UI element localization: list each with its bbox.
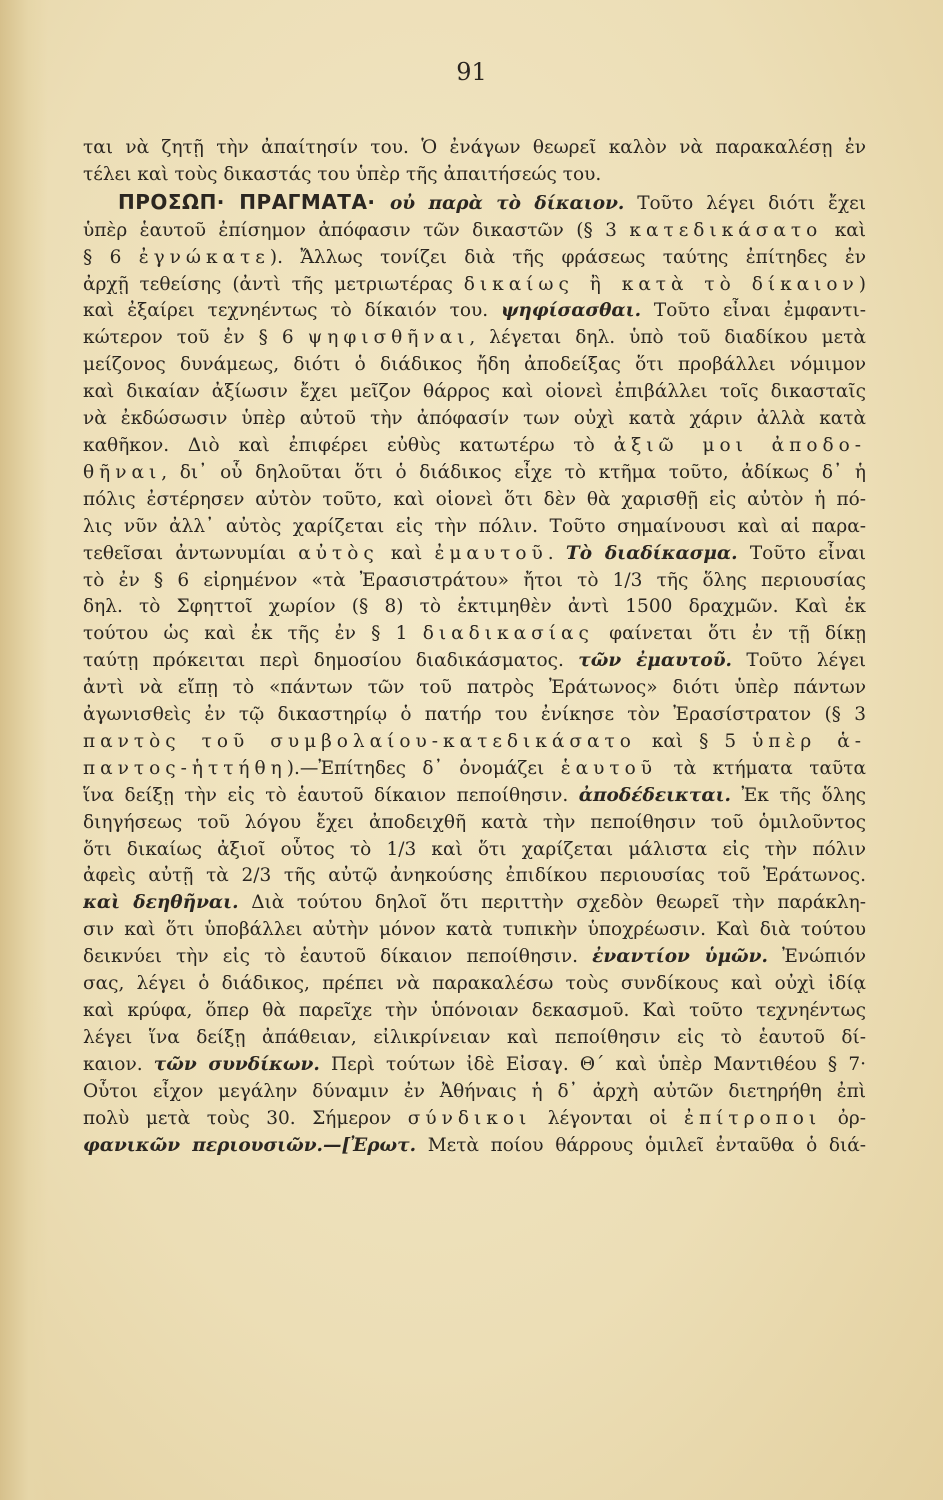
text-line (83, 1133, 866, 1160)
text-line (83, 379, 866, 406)
text-run: λέγονται οἱ (531, 1107, 685, 1129)
text-run: πολὺ μετὰ τοὺς 30. Σήμερον (83, 1107, 408, 1129)
text-run: ὅτι δικαίως ἀξιοῖ οὗτος τὸ 1/3 καὶ ὅτι χαρίζεται μάλιστα εἰς τὴν πόλιν (83, 838, 866, 860)
text-line (83, 272, 866, 299)
lemma: ἐναντίον ὑμῶν. (592, 946, 768, 968)
spaced-emphasis: θῆναι (83, 461, 162, 483)
lemma: οὐ παρὰ τὸ δίκαιον. (389, 192, 625, 214)
text-line (83, 971, 866, 998)
text-line (83, 1025, 866, 1052)
text-run: διηγήσεως τοῦ λόγου ἔχει ἀποδειχθῆ κατὰ τὴν πεποίθησιν τοῦ ὁμιλοῦντος (83, 811, 866, 833)
text-run: λέγει ἵνα δείξῃ ἀπάθειαν, εἰλικρίνειαν καὶ πεποίθησιν εἰς τὸ ἑαυτοῦ δί- (83, 1026, 866, 1048)
text-line (83, 325, 866, 352)
text-line (83, 189, 866, 218)
text-run: δηλ. τὸ Σφηττοῖ χωρίον (§ 8) τὸ ἐκτιμηθὲν ἀντὶ 1500 δραχμῶν. Καὶ ἐκ (83, 596, 866, 618)
text-line (83, 568, 866, 595)
lemma: Τὸ διαδίκασμα. (565, 542, 738, 564)
text-line (83, 135, 866, 162)
text-line (83, 245, 866, 272)
spaced-emphasis: διαδικασίας (422, 623, 594, 645)
spaced-emphasis: σύνδικοι (407, 1107, 532, 1129)
text-run: λις νῦν ἀλλ᾿ αὐτὸς χαρίζεται εἰς τὴν πόλιν. Τοῦτο σημαίνουσι καὶ αἱ παρα- (83, 515, 866, 537)
text-run: ται νὰ ζητῇ τὴν ἀπαίτησίν του. Ὁ ἐνάγων θεωρεῖ καλὸν νὰ παρακαλέσῃ ἐν (83, 137, 866, 158)
text-run: ).—Ἐπίτηδες δ᾿ ὀνομάζει (286, 757, 561, 779)
text-line (83, 648, 866, 675)
text-run: σιν καὶ ὅτι ὑποβάλλει αὐτὴν μόνον κατὰ τυπικὴν ὑποχρέωσιν. Καὶ διὰ τούτου (83, 919, 866, 941)
text-line (83, 810, 866, 837)
page-edge-shadow (0, 0, 48, 1500)
text-run: τεθεῖσαι ἀντωνυμίαι (83, 542, 299, 564)
spaced-emphasis: ἐμαυτοῦ (434, 542, 548, 564)
text-line (83, 675, 866, 702)
text-run: Περὶ τούτων ἰδὲ Εἰσαγ. Θ΄ καὶ ὑπὲρ Μαντιθέου § 7· (319, 1053, 866, 1075)
lemma: φανικῶν περιουσιῶν.—[Ἐρωτ. (83, 1134, 417, 1156)
text-run: Μετὰ ποίου θάρρους ὁμιλεῖ ἐνταῦθα ὁ διά- (416, 1134, 866, 1156)
text-run: δεικνύει τὴν εἰς τὸ ἑαυτοῦ δίκαιον πεποίθησιν. (83, 946, 593, 968)
text-run: Τοῦτο λέγει (732, 650, 866, 672)
text-run: ἀγωνισθεὶς ἐν τῷ δικαστηρίῳ ὁ πατήρ του ἐνίκησε τὸν Ἐρασίστρατον (§ 3 (83, 704, 866, 726)
spaced-emphasis: δικαίως ἢ κατὰ τὸ δίκαιον (463, 273, 859, 295)
section-heading: ΠΡΟΣΩΠ· ΠΡΑΓΜΑΤΑ· (118, 189, 390, 214)
text-run: καθῆκον. Διὸ καὶ ἐπιφέρει εὐθὺς κατωτέρω τὸ (83, 434, 614, 456)
text-line (83, 917, 866, 944)
text-run: ). Ἄλλως τονίζει διὰ τῆς φράσεως ταύτης ἐπίτηδες ἐν (269, 246, 866, 268)
text-run: ἀρχῇ τεθείσης (ἀντὶ τῆς μετριωτέρας (83, 273, 464, 295)
text-run: , δι᾿ οὗ δηλοῦται ὅτι ὁ διάδικος εἶχε τὸ κτῆμα τοῦτο, ἀδίκως δ᾿ ἡ (161, 461, 866, 483)
text-run: § 6 (83, 246, 139, 268)
text-run: κώτερον τοῦ ἐν § 6 (83, 327, 308, 349)
text-run: Τοῦτο εἶναι (737, 542, 866, 564)
text-line (83, 998, 866, 1025)
text-run: ἀφεὶς αὐτῇ τὰ 2/3 τῆς αὐτῷ ἀνηκούσης ἐπιδίκου περιουσίας τοῦ Ἐράτωνος. (83, 865, 866, 887)
lemma: ψηφίσασθαι. (501, 300, 642, 322)
text-run: μείζονος δυνάμεως, διότι ὁ διάδικος ἤδη ἀποδείξας ὅτι προβάλλει νόμιμον (83, 354, 866, 376)
page-number: 91 (456, 58, 487, 86)
text-line (83, 729, 866, 756)
text-line (83, 756, 866, 783)
lemma: καὶ δεηθῆναι. (83, 892, 239, 914)
text-run: , λέγεται δηλ. ὑπὸ τοῦ διαδίκου μετὰ (469, 327, 866, 349)
text-run: καιον. (83, 1053, 154, 1075)
text-run: Τοῦτο εἶναι ἐμφαντι- (641, 300, 866, 322)
text-run: . (547, 542, 566, 564)
text-line (83, 621, 866, 648)
text-run: Τοῦτο λέγει διότι ἔχει (624, 192, 866, 214)
text-run: φαίνεται ὅτι ἐν τῇ δίκῃ (593, 623, 866, 645)
text-run: Οὗτοι εἶχον μεγάλην δύναμιν ἐν Ἀθήναις ἡ δ᾿ ἀρχὴ αὐτῶν διετηρήθη ἐπὶ (83, 1080, 866, 1102)
text-line (83, 514, 866, 541)
spaced-emphasis: ἀξιῶ μοι ἀποδο- (613, 434, 866, 456)
text-line (83, 218, 866, 245)
text-run: τούτου ὡς καὶ ἐκ τῆς ἐν § 1 (83, 623, 423, 645)
spaced-emphasis: αὐτὸς (298, 542, 379, 564)
body-text (83, 135, 866, 1159)
spaced-emphasis: κατεδικάσατο (629, 219, 823, 241)
text-run: καὶ κρύφα, ὅπερ θὰ παρεῖχε τὴν ὑπόνοιαν δεκασμοῦ. Καὶ τοῦτο τεχνηέντως (83, 1000, 866, 1021)
text-run: Ἐκ τῆς ὅλης (730, 784, 866, 806)
text-line (83, 594, 866, 621)
text-run: ἵνα δείξῃ τὴν εἰς τὸ ἑαυτοῦ δίκαιον πεποίθησιν. (83, 784, 579, 806)
text-run: ὑπὲρ ἑαυτοῦ ἐπίσημον ἀπόφασιν τῶν δικαστῶν (§ 3 (83, 219, 630, 241)
text-run: καὶ § 5 (635, 730, 753, 752)
spaced-emphasis: παντος-ἡττήθη (83, 757, 287, 779)
text-run: ταύτῃ πρόκειται περὶ δημοσίου διαδικάσματος. (83, 650, 579, 672)
text-run: ) (858, 273, 866, 295)
text-run: καὶ δικαίαν ἀξίωσιν ἔχει μεῖζον θάρρος καὶ οἱονεὶ ἐπιβάλλει τοῖς δικασταῖς (83, 381, 866, 403)
spaced-emphasis: παντὸς τοῦ συμβολαίου-κατεδικάσατο (83, 730, 636, 752)
lemma: τῶν ἐμαυτοῦ. (578, 650, 732, 672)
text-line (83, 837, 866, 864)
text-line (83, 406, 866, 433)
text-line (83, 1052, 866, 1079)
text-run: ἀντὶ νὰ εἴπῃ τὸ «πάντων τῶν τοῦ πατρὸς Ἐράτωνος» διότι ὑπὲρ πάντων (83, 677, 866, 699)
text-run: σας, λέγει ὁ διάδικος, πρέπει νὰ παρακαλέσω τοὺς συνδίκους καὶ οὐχὶ ἰδίᾳ (83, 973, 866, 995)
spaced-emphasis: ὑπὲρ ἁ- (752, 730, 866, 752)
text-line (83, 433, 866, 460)
text-line (83, 944, 866, 971)
text-line (83, 352, 866, 379)
text-line (83, 162, 866, 189)
text-run: καὶ (822, 219, 866, 241)
text-run: καὶ (378, 542, 435, 564)
lemma: ἀποδέδεικται. (578, 784, 731, 806)
lemma: τῶν συνδίκων. (153, 1053, 320, 1075)
text-run: νὰ ἐκδώσωσιν ὑπὲρ αὐτοῦ τὴν ἀπόφασίν των οὐχὶ κατὰ χάριν ἀλλὰ κατὰ (83, 408, 866, 430)
text-run: Διὰ τούτου δηλοῖ ὅτι περιττὴν σχεδὸν θεωρεῖ τὴν παράκλη- (238, 892, 866, 914)
text-run: τὰ κτήματα ταῦτα (656, 757, 866, 779)
text-run: ὀρ- (821, 1107, 866, 1129)
text-run: τὸ ἐν § 6 εἰρημένον «τὰ Ἐρασιστράτου» ἤτοι τὸ 1/3 τῆς ὅλης περιουσίας (83, 569, 866, 591)
spaced-emphasis: ἐπίτροποι (684, 1107, 822, 1129)
text-line (83, 1106, 866, 1133)
spaced-emphasis: ἐγνώκατε (138, 246, 270, 268)
text-run: Ἐνώπιόν (767, 946, 866, 968)
text-line (83, 1079, 866, 1106)
text-line (83, 460, 866, 487)
text-run: πόλις ἐστέρησεν αὐτὸν τοῦτο, καὶ οἱονεὶ ὅτι δὲν θὰ χαρισθῇ εἰς αὐτὸν ἡ πό- (83, 488, 866, 510)
text-line (83, 783, 866, 810)
spaced-emphasis: ἑαυτοῦ (560, 757, 657, 779)
text-line (83, 541, 866, 568)
text-line (83, 702, 866, 729)
spaced-emphasis: ψηφισθῆναι (307, 327, 470, 349)
text-line (83, 487, 866, 514)
text-line (83, 890, 866, 917)
text-line (83, 863, 866, 890)
text-line (83, 298, 866, 325)
text-run: τέλει καὶ τοὺς δικαστάς του ὑπὲρ τῆς ἀπαιτήσεώς του. (83, 163, 602, 185)
text-run: καὶ ἐξαίρει τεχνηέντως τὸ δίκαιόν του. (83, 300, 501, 322)
